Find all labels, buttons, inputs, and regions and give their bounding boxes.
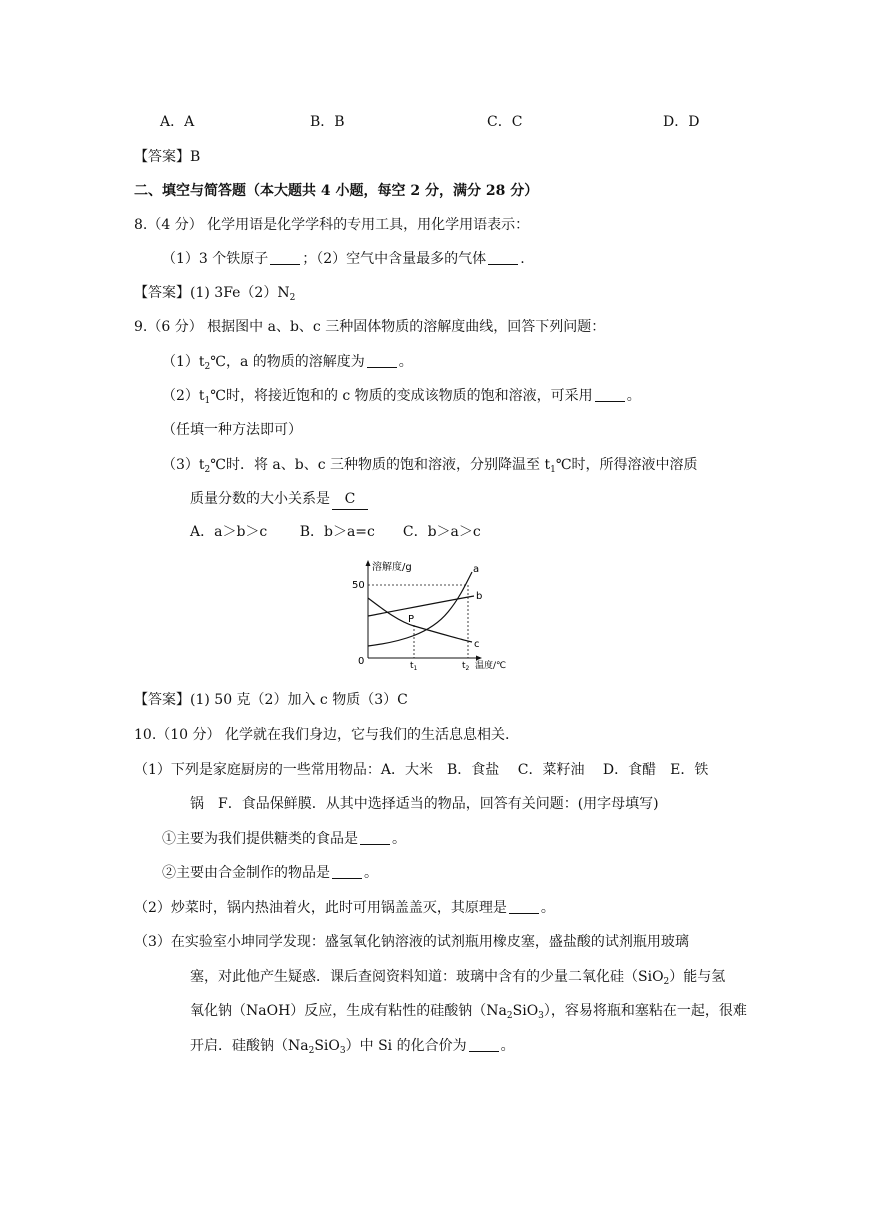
- q9-p3-sub2: 1: [550, 465, 556, 475]
- q9-blank-1[interactable]: [367, 353, 397, 368]
- label-b: b: [476, 591, 483, 602]
- q9-p1-sub: 2: [204, 362, 211, 372]
- q10-p3d-end: 。: [500, 1038, 515, 1054]
- q9-p3c: ℃时，所得溶液中溶质: [555, 457, 698, 473]
- option-d: D．D: [663, 114, 700, 130]
- q10-p3c-sub2: 3: [538, 1011, 544, 1021]
- q9-answer: 【答案】(1) 50 克（2）加入 c 物质（3）C: [134, 692, 408, 708]
- q10-p3d-sub2: 3: [339, 1046, 346, 1056]
- q10-p2-text: （2）炒菜时，锅内热油着火，此时可用锅盖盖灭，其原理是: [134, 900, 507, 916]
- chart-t1-sub: 1: [413, 665, 418, 672]
- q9-p1b: ℃，a 的物质的溶解度为: [210, 354, 365, 370]
- q10-p3b-1: 塞，对此他产生疑惑．课后查阅资料知道：玻璃中含有的少量二氧化硅（SiO: [190, 969, 664, 985]
- chart-xlabel: 温度/℃: [475, 661, 507, 671]
- q9-choices: A．a＞b＞c B．b＞a=c C．b＞a＞c: [190, 524, 481, 540]
- q10-p3c-3: ），容易将瓶和塞粘在一起，很难: [543, 1003, 747, 1019]
- x-axis-arrow: [476, 656, 482, 661]
- q9-stem: 9.（6 分） 根据图中 a、b、c 三种固体物质的溶解度曲线，回答下列问题：: [134, 319, 606, 335]
- q9-p1a: （1）t: [162, 354, 205, 370]
- q9-part1: [162, 352, 413, 372]
- section-title: 二、填空与简答题（本大题共 4 小题，每空 2 分，满分 28 分）: [134, 183, 539, 199]
- q8-blank-1[interactable]: [270, 250, 300, 265]
- label-a: a: [473, 564, 480, 575]
- q8-answer: [134, 283, 295, 303]
- q9-part3: [162, 455, 697, 475]
- option-b: B．B: [310, 114, 345, 130]
- q10-p3d-sub1: 2: [308, 1046, 315, 1056]
- option-a: A．A: [160, 114, 195, 130]
- label-p: P: [408, 614, 415, 625]
- answer-7: 【答案】B: [134, 149, 201, 165]
- q10-part1-line1: （1）下列是家庭厨房的一些常用物品：A．大米 B．食盐 C．菜籽油 D．食醋 E．铁: [134, 762, 709, 778]
- q9-p2b: ℃时，将接近饱和的 c 物质的变成该物质的饱和溶液，可采用: [210, 388, 593, 404]
- q10-p2-end: 。: [540, 900, 555, 916]
- q10-sub1: [162, 829, 406, 849]
- q9-part2: [162, 386, 641, 406]
- q10-s2-text: ②主要由合金制作的物品是: [162, 865, 330, 881]
- q9-p2-sub: 1: [204, 396, 211, 406]
- q10-p3d-2: SiO: [314, 1038, 340, 1054]
- q10-p3d-1: 开启．硅酸钠（Na: [190, 1038, 309, 1054]
- q10-s2-end: 。: [364, 865, 378, 881]
- chart-t2-t: t: [462, 661, 466, 671]
- q9-p3-sub: 2: [204, 465, 211, 475]
- y-axis-arrow: [366, 560, 371, 566]
- option-c: C．C: [487, 114, 523, 130]
- chart-origin: 0: [358, 656, 365, 667]
- q10-s1-end: 。: [392, 831, 406, 847]
- q10-part3-line1: （3）在实验室小坤同学发现：盛氢氧化钠溶液的试剂瓶用橡皮塞，盛盐酸的试剂瓶用玻璃: [134, 934, 689, 950]
- q9-p3d: 质量分数的大小关系是: [190, 491, 330, 507]
- q10-blank-3[interactable]: [509, 899, 539, 914]
- q8-stem: 8.（4 分） 化学用语是化学学科的专用工具，用化学用语表示：: [134, 217, 530, 233]
- curve-b: [368, 596, 474, 616]
- q10-sub2: [162, 863, 378, 883]
- q8-part1: [162, 249, 525, 269]
- q9-part3-line2: [190, 489, 368, 510]
- q8-answer-text: 【答案】(1) 3Fe（2）N: [134, 285, 290, 301]
- q9-p2c: 。: [626, 388, 641, 404]
- q10-p3c-1: 氧化钠（NaOH）反应，生成有粘性的硅酸钠（Na: [190, 1003, 507, 1019]
- q10-part3-line3: [190, 1001, 747, 1021]
- q10-blank-4[interactable]: [469, 1037, 499, 1052]
- q10-p3d-3: ）中 Si 的化合价为: [345, 1038, 467, 1054]
- q10-part1-line2: 锅 F．食品保鲜膜．从其中选择适当的物品，回答有关问题：(用字母填写): [190, 796, 659, 812]
- q10-part3-line4: [190, 1036, 515, 1056]
- q10-part2: [134, 898, 555, 918]
- q8-p1-text: （1）3 个铁原子: [162, 251, 269, 267]
- q9-p3b: ℃时．将 a、b、c 三种物质的饱和溶液，分别降温至 t: [210, 457, 551, 473]
- chart-t1-t: t: [410, 661, 414, 671]
- chart-t1: [410, 661, 418, 672]
- q10-p3b-sub: 2: [663, 977, 670, 987]
- q10-p3c-2: SiO: [512, 1003, 539, 1019]
- curve-c: [368, 598, 472, 642]
- q9-p1c: 。: [398, 354, 413, 370]
- q8-p1b-text: ；（2）空气中含量最多的气体: [302, 251, 487, 267]
- q10-blank-1[interactable]: [360, 830, 390, 845]
- q9-p3-fill[interactable]: C: [332, 489, 368, 510]
- chart-y50: 50: [352, 580, 365, 591]
- q10-s1-text: ①主要为我们提供糖类的食品是: [162, 831, 358, 847]
- q8-answer-sub: 2: [289, 293, 296, 303]
- q9-part2-note: （任填一种方法即可）: [162, 422, 302, 438]
- q9-p3a: （3）t: [162, 457, 205, 473]
- chart-t2: [462, 661, 470, 672]
- q10-stem: 10.（10 分） 化学就在我们身边，它与我们的生活息息相关.: [134, 727, 510, 743]
- q8-p1c-text: .: [520, 251, 525, 267]
- q8-blank-2[interactable]: [488, 250, 518, 265]
- chart-ylabel: 溶解度/g: [372, 562, 412, 573]
- q10-blank-2[interactable]: [332, 864, 362, 879]
- q10-p3c-sub1: 2: [506, 1011, 513, 1021]
- q9-blank-2[interactable]: [595, 387, 625, 402]
- chart-t2-sub: 2: [465, 665, 470, 672]
- q10-part3-line2: [190, 967, 725, 987]
- q10-p3b-2: ）能与氢: [669, 969, 726, 985]
- solubility-chart: [340, 556, 507, 676]
- label-c: c: [474, 639, 480, 650]
- q9-p2a: （2）t: [162, 388, 205, 404]
